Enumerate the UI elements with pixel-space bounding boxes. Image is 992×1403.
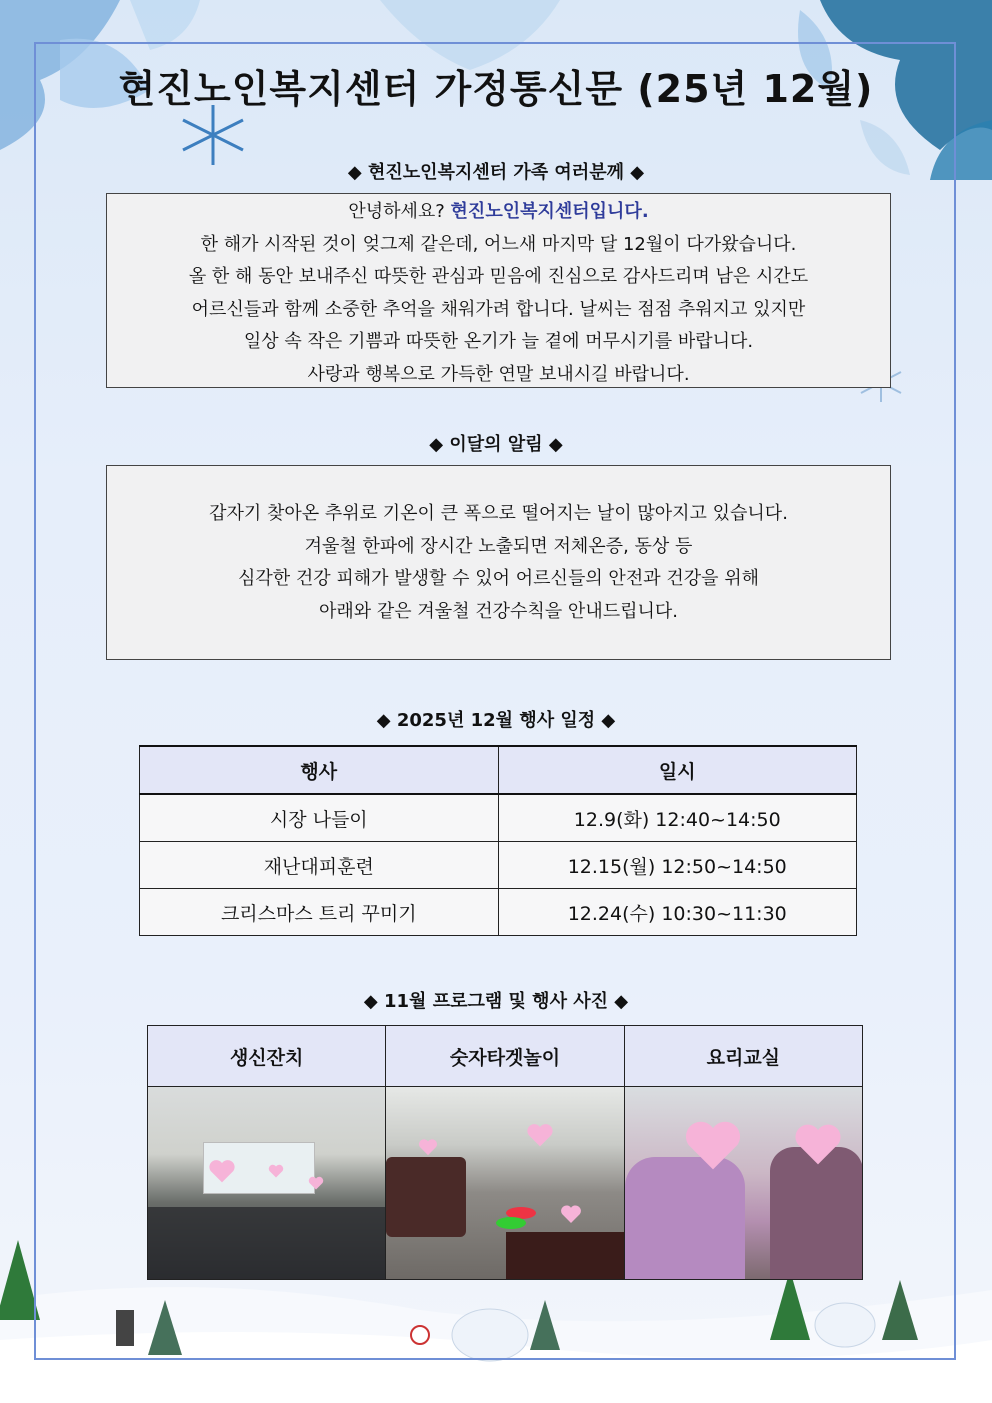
photo-cell xyxy=(148,1087,386,1280)
heart-icon xyxy=(560,1203,582,1225)
notice-line: 겨울철 한파에 장시간 노출되면 저체온증, 동상 등 xyxy=(304,535,693,557)
schedule-date: 12.15(월) 12:50~14:50 xyxy=(498,842,857,889)
heart-icon xyxy=(268,1163,284,1179)
photo-label: 생신잔치 xyxy=(148,1026,386,1087)
greeting-center-name: 현진노인복지센터입니다. xyxy=(450,201,649,222)
schedule-event: 크리스마스 트리 꾸미기 xyxy=(140,889,499,936)
photo-number-target-game xyxy=(386,1087,623,1279)
schedule-table xyxy=(139,745,857,936)
greeting-line: 일상 속 작은 기쁨과 따뜻한 온기가 늘 곁에 머무시기를 바랍니다. xyxy=(243,331,754,352)
heart-icon xyxy=(308,1175,324,1191)
greeting-hello: 안녕하세요? xyxy=(348,201,451,222)
schedule-date: 12.24(수) 10:30~11:30 xyxy=(498,889,857,936)
greeting-line: 어르신들과 함께 소중한 추억을 채워가려 합니다. 날씨는 점점 추워지고 있지만 xyxy=(191,298,806,320)
greeting-line-1 xyxy=(107,196,890,229)
greeting-line: 올 한 해 동안 보내주신 따뜻한 관심과 믿음에 진심으로 감사드리며 남은 시간도 xyxy=(188,266,809,287)
photos-heading: ◆ 11월 프로그램 및 행사 사진 ◆ xyxy=(363,991,629,1012)
greeting-heading: ◆ 현진노인복지센터 가족 여러분께 ◆ xyxy=(347,162,645,183)
greeting-box xyxy=(106,193,891,388)
photo-cell xyxy=(386,1087,624,1280)
heart-icon xyxy=(418,1137,438,1157)
page-title: 현진노인복지센터 가정통신문 (25년 12월) xyxy=(118,67,874,111)
photo-birthday-party xyxy=(148,1087,385,1279)
heart-icon xyxy=(793,1119,843,1169)
photo-label: 숫자타겟놀이 xyxy=(386,1026,624,1087)
table-row xyxy=(140,889,857,936)
schedule-col-date: 일시 xyxy=(498,746,857,794)
table-row xyxy=(140,842,857,889)
photos-header-row xyxy=(148,1026,863,1087)
heart-icon xyxy=(526,1121,554,1149)
photos-image-row xyxy=(148,1087,863,1280)
photo-cooking-class xyxy=(625,1087,862,1279)
notice-line: 심각한 건강 피해가 발생할 수 있어 어르신들의 안전과 건강을 위해 xyxy=(238,568,759,589)
schedule-heading: ◆ 2025년 12월 행사 일정 ◆ xyxy=(376,710,616,731)
schedule-event: 재난대피훈련 xyxy=(140,842,499,889)
schedule-event: 시장 나들이 xyxy=(140,794,499,842)
photo-cell xyxy=(624,1087,862,1280)
photo-label: 요리교실 xyxy=(624,1026,862,1087)
schedule-col-event: 행사 xyxy=(140,746,499,794)
greeting-line: 한 해가 시작된 것이 엊그제 같은데, 어느새 마지막 달 12월이 다가왔습니다. xyxy=(200,233,797,255)
heart-icon xyxy=(208,1157,236,1185)
heart-icon xyxy=(683,1115,743,1175)
schedule-date: 12.9(화) 12:40~14:50 xyxy=(498,794,857,842)
notice-heading: ◆ 이달의 알림 ◆ xyxy=(429,434,563,455)
photos-table xyxy=(147,1025,863,1280)
notice-line: 갑자기 찾아온 추위로 기온이 큰 폭으로 떨어지는 날이 많아지고 있습니다. xyxy=(209,503,788,524)
schedule-header-row xyxy=(140,746,857,794)
table-row xyxy=(140,794,857,842)
notice-line: 아래와 같은 겨울철 건강수칙을 안내드립니다. xyxy=(319,600,678,622)
greeting-line: 사랑과 행복으로 가득한 연말 보내시길 바랍니다. xyxy=(307,363,690,385)
notice-box xyxy=(106,465,891,660)
